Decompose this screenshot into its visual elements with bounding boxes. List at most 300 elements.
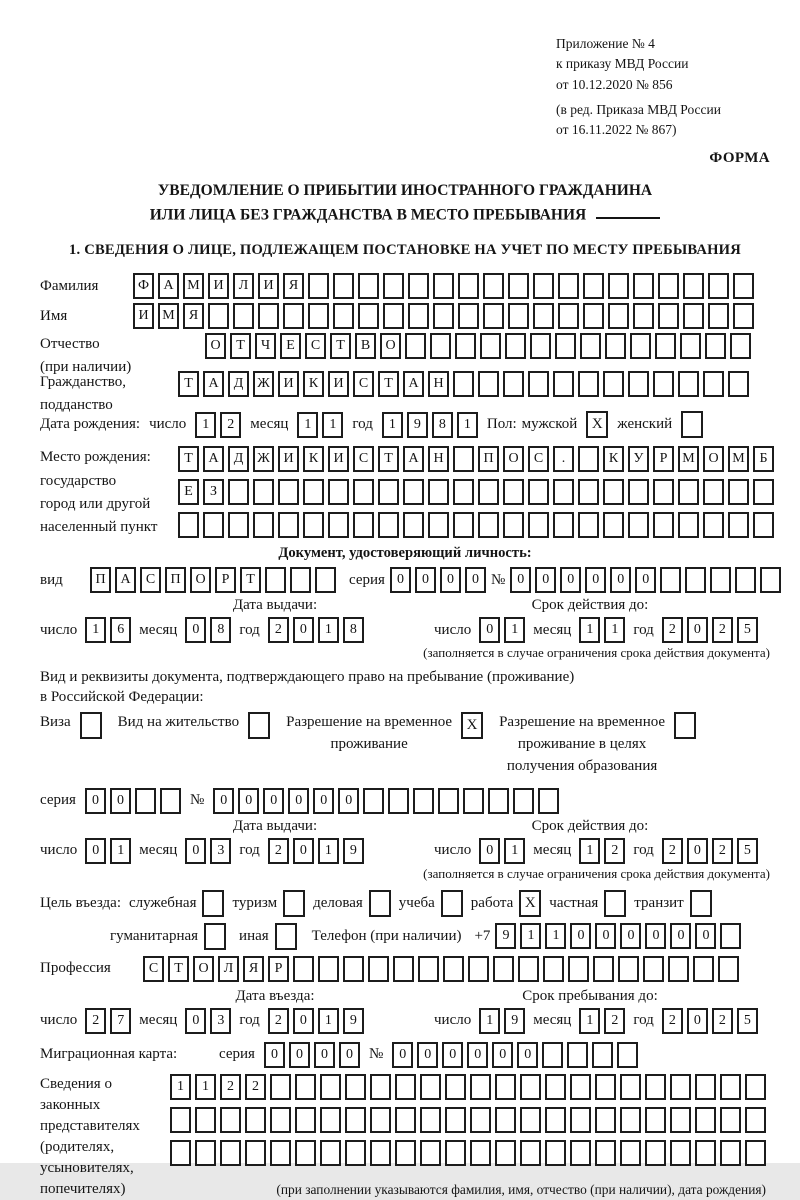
- char-cell[interactable]: [705, 333, 726, 359]
- char-cell[interactable]: [520, 1074, 541, 1100]
- char-cell[interactable]: Н: [428, 446, 449, 472]
- char-cell[interactable]: [720, 1107, 741, 1133]
- char-cell[interactable]: [720, 1074, 741, 1100]
- char-cell[interactable]: Б: [753, 446, 774, 472]
- char-cell[interactable]: 0: [687, 617, 708, 643]
- char-cell[interactable]: [333, 273, 354, 299]
- char-cell[interactable]: Ф: [133, 273, 154, 299]
- char-cell[interactable]: 0: [264, 1042, 285, 1068]
- char-cell[interactable]: [270, 1074, 291, 1100]
- char-cell[interactable]: 1: [504, 838, 525, 864]
- char-cell[interactable]: 1: [579, 838, 600, 864]
- char-cell[interactable]: [245, 1140, 266, 1166]
- char-cell[interactable]: [518, 956, 539, 982]
- char-cell[interactable]: [203, 512, 224, 538]
- char-cell[interactable]: 1: [579, 617, 600, 643]
- char-cell[interactable]: [753, 512, 774, 538]
- char-cell[interactable]: 0: [610, 567, 631, 593]
- char-cell[interactable]: Т: [178, 446, 199, 472]
- char-cell[interactable]: [395, 1140, 416, 1166]
- char-cell[interactable]: [730, 333, 751, 359]
- char-cell[interactable]: [453, 371, 474, 397]
- char-cell[interactable]: 1: [318, 838, 339, 864]
- char-cell[interactable]: [258, 303, 279, 329]
- char-cell[interactable]: П: [90, 567, 111, 593]
- char-cell[interactable]: 2: [662, 617, 683, 643]
- purpose-work-checkbox[interactable]: X: [519, 890, 541, 917]
- char-cell[interactable]: 0: [293, 617, 314, 643]
- char-cell[interactable]: 8: [432, 412, 453, 438]
- purpose-business-checkbox[interactable]: [202, 890, 224, 917]
- char-cell[interactable]: [710, 567, 731, 593]
- char-cell[interactable]: С: [305, 333, 326, 359]
- char-cell[interactable]: [760, 567, 781, 593]
- char-cell[interactable]: [533, 273, 554, 299]
- char-cell[interactable]: И: [208, 273, 229, 299]
- char-cell[interactable]: [703, 371, 724, 397]
- char-cell[interactable]: 1: [579, 1008, 600, 1034]
- char-cell[interactable]: [520, 1140, 541, 1166]
- option-temp-residence-checkbox[interactable]: X: [461, 712, 483, 739]
- char-cell[interactable]: [488, 788, 509, 814]
- char-cell[interactable]: [578, 512, 599, 538]
- char-cell[interactable]: [303, 512, 324, 538]
- char-cell[interactable]: [617, 1042, 638, 1068]
- char-cell[interactable]: [358, 303, 379, 329]
- char-cell[interactable]: [353, 512, 374, 538]
- char-cell[interactable]: 1: [322, 412, 343, 438]
- char-cell[interactable]: [493, 956, 514, 982]
- char-cell[interactable]: [658, 273, 679, 299]
- char-cell[interactable]: 1: [170, 1074, 191, 1100]
- char-cell[interactable]: [618, 956, 639, 982]
- char-cell[interactable]: [503, 371, 524, 397]
- char-cell[interactable]: [643, 956, 664, 982]
- char-cell[interactable]: 2: [268, 1008, 289, 1034]
- char-cell[interactable]: О: [193, 956, 214, 982]
- char-cell[interactable]: [695, 1140, 716, 1166]
- char-cell[interactable]: [513, 788, 534, 814]
- char-cell[interactable]: [592, 1042, 613, 1068]
- char-cell[interactable]: [583, 303, 604, 329]
- char-cell[interactable]: [405, 333, 426, 359]
- char-cell[interactable]: [295, 1140, 316, 1166]
- char-cell[interactable]: [685, 567, 706, 593]
- char-cell[interactable]: И: [133, 303, 154, 329]
- char-cell[interactable]: [503, 512, 524, 538]
- char-cell[interactable]: [345, 1074, 366, 1100]
- char-cell[interactable]: [595, 1107, 616, 1133]
- char-cell[interactable]: 8: [210, 617, 231, 643]
- char-cell[interactable]: [290, 567, 311, 593]
- char-cell[interactable]: [620, 1107, 641, 1133]
- char-cell[interactable]: [678, 479, 699, 505]
- char-cell[interactable]: 2: [220, 1074, 241, 1100]
- char-cell[interactable]: [680, 333, 701, 359]
- char-cell[interactable]: 0: [620, 923, 641, 949]
- char-cell[interactable]: [270, 1107, 291, 1133]
- char-cell[interactable]: 0: [288, 788, 309, 814]
- char-cell[interactable]: [270, 1140, 291, 1166]
- char-cell[interactable]: [578, 446, 599, 472]
- char-cell[interactable]: [408, 303, 429, 329]
- char-cell[interactable]: [468, 956, 489, 982]
- char-cell[interactable]: [718, 956, 739, 982]
- char-cell[interactable]: 0: [289, 1042, 310, 1068]
- char-cell[interactable]: [403, 479, 424, 505]
- char-cell[interactable]: [253, 479, 274, 505]
- char-cell[interactable]: [370, 1107, 391, 1133]
- char-cell[interactable]: 9: [407, 412, 428, 438]
- char-cell[interactable]: 0: [338, 788, 359, 814]
- char-cell[interactable]: 0: [85, 788, 106, 814]
- char-cell[interactable]: А: [115, 567, 136, 593]
- char-cell[interactable]: Р: [653, 446, 674, 472]
- char-cell[interactable]: [745, 1107, 766, 1133]
- char-cell[interactable]: [545, 1074, 566, 1100]
- char-cell[interactable]: 9: [343, 838, 364, 864]
- char-cell[interactable]: [708, 273, 729, 299]
- char-cell[interactable]: [568, 956, 589, 982]
- char-cell[interactable]: О: [380, 333, 401, 359]
- char-cell[interactable]: 1: [457, 412, 478, 438]
- char-cell[interactable]: [653, 371, 674, 397]
- char-cell[interactable]: [720, 1140, 741, 1166]
- char-cell[interactable]: Ж: [253, 371, 274, 397]
- char-cell[interactable]: [383, 273, 404, 299]
- char-cell[interactable]: 0: [417, 1042, 438, 1068]
- char-cell[interactable]: [567, 1042, 588, 1068]
- char-cell[interactable]: 1: [318, 1008, 339, 1034]
- char-cell[interactable]: Ч: [255, 333, 276, 359]
- char-cell[interactable]: П: [165, 567, 186, 593]
- char-cell[interactable]: [553, 512, 574, 538]
- char-cell[interactable]: [603, 512, 624, 538]
- char-cell[interactable]: 0: [110, 788, 131, 814]
- char-cell[interactable]: А: [203, 371, 224, 397]
- char-cell[interactable]: [430, 333, 451, 359]
- char-cell[interactable]: 1: [604, 617, 625, 643]
- char-cell[interactable]: М: [158, 303, 179, 329]
- char-cell[interactable]: Д: [228, 371, 249, 397]
- char-cell[interactable]: [580, 333, 601, 359]
- char-cell[interactable]: 2: [712, 1008, 733, 1034]
- char-cell[interactable]: Т: [330, 333, 351, 359]
- char-cell[interactable]: [438, 788, 459, 814]
- purpose-study-checkbox[interactable]: [441, 890, 463, 917]
- char-cell[interactable]: 9: [343, 1008, 364, 1034]
- char-cell[interactable]: [453, 512, 474, 538]
- char-cell[interactable]: 0: [517, 1042, 538, 1068]
- char-cell[interactable]: 1: [479, 1008, 500, 1034]
- char-cell[interactable]: [578, 479, 599, 505]
- char-cell[interactable]: [645, 1140, 666, 1166]
- char-cell[interactable]: К: [603, 446, 624, 472]
- char-cell[interactable]: [570, 1140, 591, 1166]
- char-cell[interactable]: [508, 273, 529, 299]
- char-cell[interactable]: 0: [185, 838, 206, 864]
- char-cell[interactable]: С: [143, 956, 164, 982]
- char-cell[interactable]: Л: [218, 956, 239, 982]
- char-cell[interactable]: [543, 956, 564, 982]
- char-cell[interactable]: [495, 1074, 516, 1100]
- char-cell[interactable]: [220, 1107, 241, 1133]
- char-cell[interactable]: [428, 479, 449, 505]
- char-cell[interactable]: [558, 273, 579, 299]
- char-cell[interactable]: 0: [535, 567, 556, 593]
- char-cell[interactable]: [628, 371, 649, 397]
- char-cell[interactable]: [233, 303, 254, 329]
- char-cell[interactable]: [633, 303, 654, 329]
- purpose-humanitarian-checkbox[interactable]: [204, 923, 226, 950]
- char-cell[interactable]: 0: [570, 923, 591, 949]
- char-cell[interactable]: [388, 788, 409, 814]
- char-cell[interactable]: [413, 788, 434, 814]
- char-cell[interactable]: [445, 1107, 466, 1133]
- char-cell[interactable]: [353, 479, 374, 505]
- option-temp-residence-education-checkbox[interactable]: [674, 712, 696, 739]
- char-cell[interactable]: 1: [520, 923, 541, 949]
- char-cell[interactable]: [453, 479, 474, 505]
- char-cell[interactable]: [453, 446, 474, 472]
- char-cell[interactable]: [483, 303, 504, 329]
- char-cell[interactable]: [503, 479, 524, 505]
- char-cell[interactable]: [708, 303, 729, 329]
- char-cell[interactable]: [483, 273, 504, 299]
- char-cell[interactable]: [605, 333, 626, 359]
- char-cell[interactable]: 0: [238, 788, 259, 814]
- char-cell[interactable]: 5: [737, 838, 758, 864]
- char-cell[interactable]: [318, 956, 339, 982]
- char-cell[interactable]: [653, 512, 674, 538]
- char-cell[interactable]: [480, 333, 501, 359]
- char-cell[interactable]: [433, 273, 454, 299]
- char-cell[interactable]: 0: [213, 788, 234, 814]
- char-cell[interactable]: [670, 1107, 691, 1133]
- char-cell[interactable]: [420, 1140, 441, 1166]
- char-cell[interactable]: [733, 303, 754, 329]
- char-cell[interactable]: [345, 1107, 366, 1133]
- char-cell[interactable]: [728, 371, 749, 397]
- char-cell[interactable]: Е: [178, 479, 199, 505]
- char-cell[interactable]: 0: [687, 838, 708, 864]
- char-cell[interactable]: [278, 479, 299, 505]
- char-cell[interactable]: Л: [233, 273, 254, 299]
- char-cell[interactable]: [320, 1074, 341, 1100]
- char-cell[interactable]: В: [355, 333, 376, 359]
- char-cell[interactable]: И: [278, 371, 299, 397]
- char-cell[interactable]: [628, 479, 649, 505]
- char-cell[interactable]: [603, 479, 624, 505]
- char-cell[interactable]: [695, 1074, 716, 1100]
- char-cell[interactable]: [178, 512, 199, 538]
- char-cell[interactable]: [703, 479, 724, 505]
- char-cell[interactable]: [660, 567, 681, 593]
- char-cell[interactable]: [703, 512, 724, 538]
- char-cell[interactable]: [445, 1074, 466, 1100]
- char-cell[interactable]: Т: [168, 956, 189, 982]
- char-cell[interactable]: [408, 273, 429, 299]
- char-cell[interactable]: [545, 1140, 566, 1166]
- char-cell[interactable]: 0: [479, 617, 500, 643]
- char-cell[interactable]: [578, 371, 599, 397]
- char-cell[interactable]: [683, 303, 704, 329]
- char-cell[interactable]: 5: [737, 617, 758, 643]
- char-cell[interactable]: 1: [195, 412, 216, 438]
- char-cell[interactable]: 0: [313, 788, 334, 814]
- char-cell[interactable]: [245, 1107, 266, 1133]
- char-cell[interactable]: [735, 567, 756, 593]
- char-cell[interactable]: [378, 512, 399, 538]
- char-cell[interactable]: [328, 512, 349, 538]
- char-cell[interactable]: 0: [314, 1042, 335, 1068]
- char-cell[interactable]: А: [403, 446, 424, 472]
- char-cell[interactable]: 0: [392, 1042, 413, 1068]
- char-cell[interactable]: 0: [293, 838, 314, 864]
- char-cell[interactable]: [308, 303, 329, 329]
- char-cell[interactable]: 2: [662, 838, 683, 864]
- char-cell[interactable]: Я: [243, 956, 264, 982]
- char-cell[interactable]: [520, 1107, 541, 1133]
- char-cell[interactable]: 0: [492, 1042, 513, 1068]
- char-cell[interactable]: И: [258, 273, 279, 299]
- char-cell[interactable]: [733, 273, 754, 299]
- char-cell[interactable]: [220, 1140, 241, 1166]
- char-cell[interactable]: З: [203, 479, 224, 505]
- char-cell[interactable]: [228, 512, 249, 538]
- char-cell[interactable]: [478, 371, 499, 397]
- char-cell[interactable]: [470, 1074, 491, 1100]
- char-cell[interactable]: Т: [178, 371, 199, 397]
- char-cell[interactable]: [670, 1140, 691, 1166]
- char-cell[interactable]: Т: [240, 567, 261, 593]
- option-residence-permit-checkbox[interactable]: [248, 712, 270, 739]
- char-cell[interactable]: А: [158, 273, 179, 299]
- char-cell[interactable]: [728, 479, 749, 505]
- char-cell[interactable]: [668, 956, 689, 982]
- char-cell[interactable]: Н: [428, 371, 449, 397]
- char-cell[interactable]: [538, 788, 559, 814]
- char-cell[interactable]: [395, 1107, 416, 1133]
- char-cell[interactable]: [458, 303, 479, 329]
- char-cell[interactable]: И: [328, 371, 349, 397]
- char-cell[interactable]: 0: [467, 1042, 488, 1068]
- char-cell[interactable]: Т: [378, 446, 399, 472]
- char-cell[interactable]: [343, 956, 364, 982]
- char-cell[interactable]: 1: [318, 617, 339, 643]
- char-cell[interactable]: М: [678, 446, 699, 472]
- char-cell[interactable]: 0: [479, 838, 500, 864]
- char-cell[interactable]: [303, 479, 324, 505]
- char-cell[interactable]: 1: [195, 1074, 216, 1100]
- char-cell[interactable]: [378, 479, 399, 505]
- char-cell[interactable]: К: [303, 446, 324, 472]
- char-cell[interactable]: [428, 512, 449, 538]
- char-cell[interactable]: 0: [440, 567, 461, 593]
- char-cell[interactable]: [470, 1140, 491, 1166]
- char-cell[interactable]: С: [353, 446, 374, 472]
- char-cell[interactable]: [383, 303, 404, 329]
- char-cell[interactable]: [265, 567, 286, 593]
- char-cell[interactable]: 2: [604, 838, 625, 864]
- char-cell[interactable]: Т: [230, 333, 251, 359]
- char-cell[interactable]: [645, 1074, 666, 1100]
- char-cell[interactable]: У: [628, 446, 649, 472]
- char-cell[interactable]: [583, 273, 604, 299]
- char-cell[interactable]: [370, 1074, 391, 1100]
- char-cell[interactable]: [253, 512, 274, 538]
- char-cell[interactable]: 7: [110, 1008, 131, 1034]
- char-cell[interactable]: Р: [215, 567, 236, 593]
- char-cell[interactable]: [368, 956, 389, 982]
- char-cell[interactable]: [728, 512, 749, 538]
- char-cell[interactable]: С: [140, 567, 161, 593]
- char-cell[interactable]: [160, 788, 181, 814]
- char-cell[interactable]: [683, 273, 704, 299]
- char-cell[interactable]: Я: [183, 303, 204, 329]
- char-cell[interactable]: 0: [85, 838, 106, 864]
- char-cell[interactable]: [720, 923, 741, 949]
- char-cell[interactable]: [533, 303, 554, 329]
- purpose-commercial-checkbox[interactable]: [369, 890, 391, 917]
- char-cell[interactable]: [363, 788, 384, 814]
- char-cell[interactable]: [678, 371, 699, 397]
- char-cell[interactable]: 0: [687, 1008, 708, 1034]
- char-cell[interactable]: [653, 479, 674, 505]
- char-cell[interactable]: [593, 956, 614, 982]
- char-cell[interactable]: Ж: [253, 446, 274, 472]
- char-cell[interactable]: [620, 1140, 641, 1166]
- char-cell[interactable]: 5: [737, 1008, 758, 1034]
- char-cell[interactable]: [495, 1140, 516, 1166]
- char-cell[interactable]: [278, 512, 299, 538]
- char-cell[interactable]: 1: [297, 412, 318, 438]
- char-cell[interactable]: 0: [585, 567, 606, 593]
- char-cell[interactable]: [228, 479, 249, 505]
- char-cell[interactable]: [420, 1074, 441, 1100]
- char-cell[interactable]: [658, 303, 679, 329]
- char-cell[interactable]: [558, 303, 579, 329]
- purpose-transit-checkbox[interactable]: [690, 890, 712, 917]
- char-cell[interactable]: Е: [280, 333, 301, 359]
- char-cell[interactable]: [633, 273, 654, 299]
- char-cell[interactable]: [508, 303, 529, 329]
- char-cell[interactable]: [608, 273, 629, 299]
- char-cell[interactable]: [458, 273, 479, 299]
- char-cell[interactable]: 2: [662, 1008, 683, 1034]
- char-cell[interactable]: И: [328, 446, 349, 472]
- char-cell[interactable]: [315, 567, 336, 593]
- char-cell[interactable]: 0: [390, 567, 411, 593]
- char-cell[interactable]: 0: [185, 617, 206, 643]
- sex-female-checkbox[interactable]: [681, 411, 703, 438]
- char-cell[interactable]: [445, 1140, 466, 1166]
- char-cell[interactable]: [528, 479, 549, 505]
- char-cell[interactable]: 0: [510, 567, 531, 593]
- char-cell[interactable]: [470, 1107, 491, 1133]
- char-cell[interactable]: [553, 371, 574, 397]
- char-cell[interactable]: 2: [268, 838, 289, 864]
- char-cell[interactable]: И: [278, 446, 299, 472]
- char-cell[interactable]: [678, 512, 699, 538]
- char-cell[interactable]: 1: [504, 617, 525, 643]
- char-cell[interactable]: 0: [670, 923, 691, 949]
- char-cell[interactable]: 2: [712, 617, 733, 643]
- purpose-tourism-checkbox[interactable]: [283, 890, 305, 917]
- char-cell[interactable]: [333, 303, 354, 329]
- sex-male-checkbox[interactable]: X: [586, 411, 608, 438]
- char-cell[interactable]: [603, 371, 624, 397]
